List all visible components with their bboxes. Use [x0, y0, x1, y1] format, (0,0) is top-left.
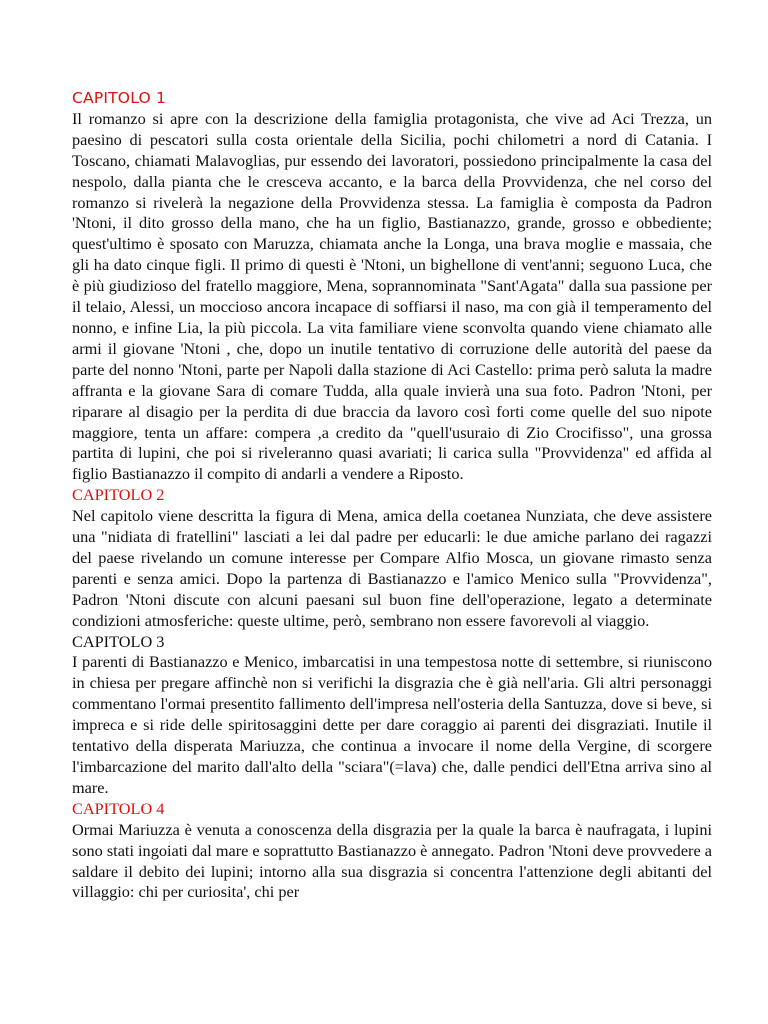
chapter-3-text: I parenti di Bastianazzo e Menico, imbarcatisi in una tempestosa notte di settembre, si riuniscono in chiesa per pregare affinchè non si verifichi la disgrazia che è già nell'aria. Gli altri personaggi commentano l'ormai presentito fallimento dell'impresa nell'osteria della Santuzza, dove si beve, si impreca e si ride delle spiritosaggini dette per dare coraggio ai parenti dei disgraziati. Inutile il tentativo della disperata Mariuzza, che continua a invocare il nome della Vergine, di scorgere l'imbarcazione del marito dall'alto della "sciara"(=lava) che, dalle pendici dell'Etna arriva sino al mare.	[72, 652, 712, 797]
chapter-1-heading: CAPITOLO 1	[72, 89, 167, 107]
chapter-4-text: Ormai Mariuzza è venuta a conoscenza della disgrazia per la quale la barca è naufragata, i lupini sono stati ingoiati dal mare e soprattutto Bastianazzo è annegato. Padron 'Ntoni deve provvedere a saldare il debito dei lupini; intorno alla sua disgrazia si concentra l'attenzione degli abitanti del villaggio: chi per curiosita', chi per	[72, 819, 712, 902]
chapter-4-heading: CAPITOLO 4	[72, 798, 165, 818]
chapter-3-heading: CAPITOLO 3	[72, 631, 165, 651]
chapter-1-text: Il romanzo si apre con la descrizione della famiglia protagonista, che vive ad Aci Trezza, un paesino di pescatori sulla costa orientale della Sicilia, pochi chilometri a nord di Catania. I Toscano, chiamati Malavoglias, pur essendo dei lavoratori, possiedono principalmente la casa del nespolo, dalla pianta che le cresceva accanto, e la barca della Provvidenza, che nel corso del romanzo si rivelerà la negazione della Provvidenza stessa. La famiglia è composta da Padron 'Ntoni, il dito grosso della mano, che ha un figlio, Bastianazzo, grande, grosso e obbediente; quest'ultimo è sposato con Maruzza, chiamata anche la Longa, una brava moglie e massaia, che gli ha dato cinque figli. Il primo di questi è 'Ntoni, un bighellone di vent'anni; seguono Luca, che è più giudizioso del fratello maggiore, Mena, soprannominata "Sant'Agata" dalla sua passione per il telaio, Alessi, un moccioso ancora incapace di soffiarsi il naso, ma con già il temperamento del nonno, e infine Lia, la più piccola. La vita familiare viene sconvolta quando viene chiamato alle armi il giovane 'Ntoni , che, dopo un inutile tentativo di corruzione delle autorità del paese da parte del nonno 'Ntoni, parte per Napoli dalla stazione di Aci Castello: prima però saluta la madre affranta e la giovane Sara di comare Tudda, alla quale invierà una sua foto. Padron 'Ntoni, per riparare al disagio per la perdita di due braccia da lavoro così forti come quelle del suo nipote maggiore, tenta un affare: compera ,a credito da "quell'usuraio di Zio Crocifisso", una grossa partita di lupini, che poi si riveleranno quasi avariati; li carica sulla "Provvidenza" ed affida al figlio Bastianazzo il compito di andarli a vendere a Riposto.	[72, 108, 712, 484]
chapter-2-text: Nel capitolo viene descritta la figura di Mena, amica della coetanea Nunziata, che deve assistere una "nidiata di fratellini" lasciati a lei dal padre per educarli: le due amiche parlano dei ragazzi del paese rivelando un comune interesse per Compare Alfio Mosca, un giovane rimasto senza parenti e senza amici. Dopo la partenza di Bastianazzo e l'amico Menico sulla "Provvidenza", Padron 'Ntoni discute con alcuni paesani sul buon fine dell'operazione, legato a determinate condizioni atmosferiche: queste ultime, però, sembrano non essere favorevoli al viaggio.	[72, 506, 712, 630]
chapter-2-heading: CAPITOLO 2	[72, 485, 165, 505]
document-page	[72, 88, 712, 903]
